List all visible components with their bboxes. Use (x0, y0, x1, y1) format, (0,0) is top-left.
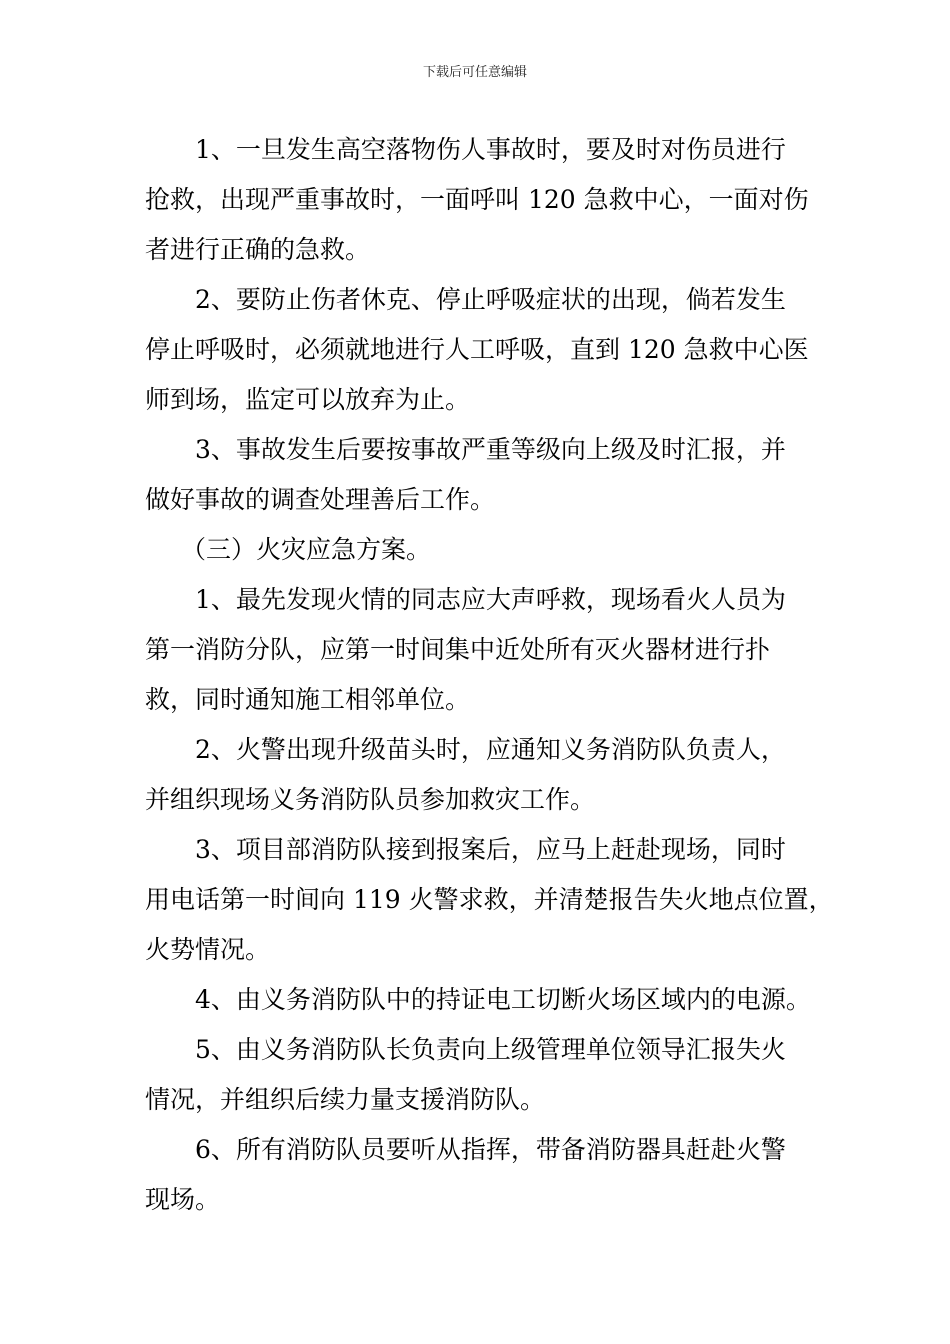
paragraph-fire-5 (145, 1025, 807, 1125)
paragraph-line: 抢救，出现严重事故时，一面呼叫 120 急救中心，一面对伤 (145, 185, 809, 214)
paragraph-line: 火势情况。 (145, 935, 271, 964)
paragraph-line: 用电话第一时间向 119 火警求救，并清楚报告失火地点位置， (145, 885, 834, 914)
section-heading-fire-plan (145, 525, 807, 575)
paragraph-fire-6 (145, 1125, 807, 1225)
paragraph-fire-4 (145, 975, 811, 1025)
paragraph-line: 5、由义务消防队长负责向上级管理单位领导汇报失火 (195, 1035, 786, 1064)
paragraph-line: 2、要防止伤者休克、停止呼吸症状的出现，倘若发生 (195, 285, 786, 314)
paragraph-fire-2 (145, 725, 807, 825)
paragraph-line: 并组织现场义务消防队员参加救灾工作。 (145, 785, 596, 814)
paragraph-injury-2 (145, 275, 807, 425)
paragraph-line: 者进行正确的急救。 (145, 235, 371, 264)
paragraph-line: 第一消防分队，应第一时间集中近处所有灭火器材进行扑 (145, 635, 771, 664)
paragraph-line: 3、项目部消防队接到报案后，应马上赶赴现场，同时 (195, 835, 786, 864)
paragraph-line: 1、最先发现火情的同志应大声呼救，现场看火人员为 (195, 585, 786, 614)
paragraph-line: 现场。 (145, 1185, 221, 1214)
paragraph-injury-3 (145, 425, 807, 525)
paragraph-line: 1、一旦发生高空落物伤人事故时，要及时对伤员进行 (195, 135, 786, 164)
paragraph-injury-1 (145, 125, 807, 275)
paragraph-line: 6、所有消防队员要听从指挥，带备消防器具赶赴火警 (195, 1135, 786, 1164)
paragraph-line: 2、火警出现升级苗头时，应通知义务消防队负责人， (195, 735, 786, 764)
paragraph-line: 做好事故的调查处理善后工作。 (145, 485, 496, 514)
paragraph-fire-3 (145, 825, 834, 975)
page-header: 下载后可任意编辑 (422, 65, 527, 80)
paragraph-line: 4、由义务消防队中的持证电工切断火场区域内的电源。 (195, 985, 811, 1014)
paragraph-line: 救，同时通知施工相邻单位。 (145, 685, 471, 714)
section-heading: （三）火灾应急方案。 (181, 535, 432, 564)
paragraph-line: 停止呼吸时，必须就地进行人工呼吸，直到 120 急救中心医 (145, 335, 809, 364)
paragraph-line: 3、事故发生后要按事故严重等级向上级及时汇报，并 (195, 435, 786, 464)
paragraph-line: 情况，并组织后续力量支援消防队。 (145, 1085, 546, 1114)
paragraph-fire-1 (145, 575, 807, 725)
document-body (145, 125, 834, 1225)
paragraph-line: 师到场，监定可以放弃为止。 (145, 385, 471, 414)
